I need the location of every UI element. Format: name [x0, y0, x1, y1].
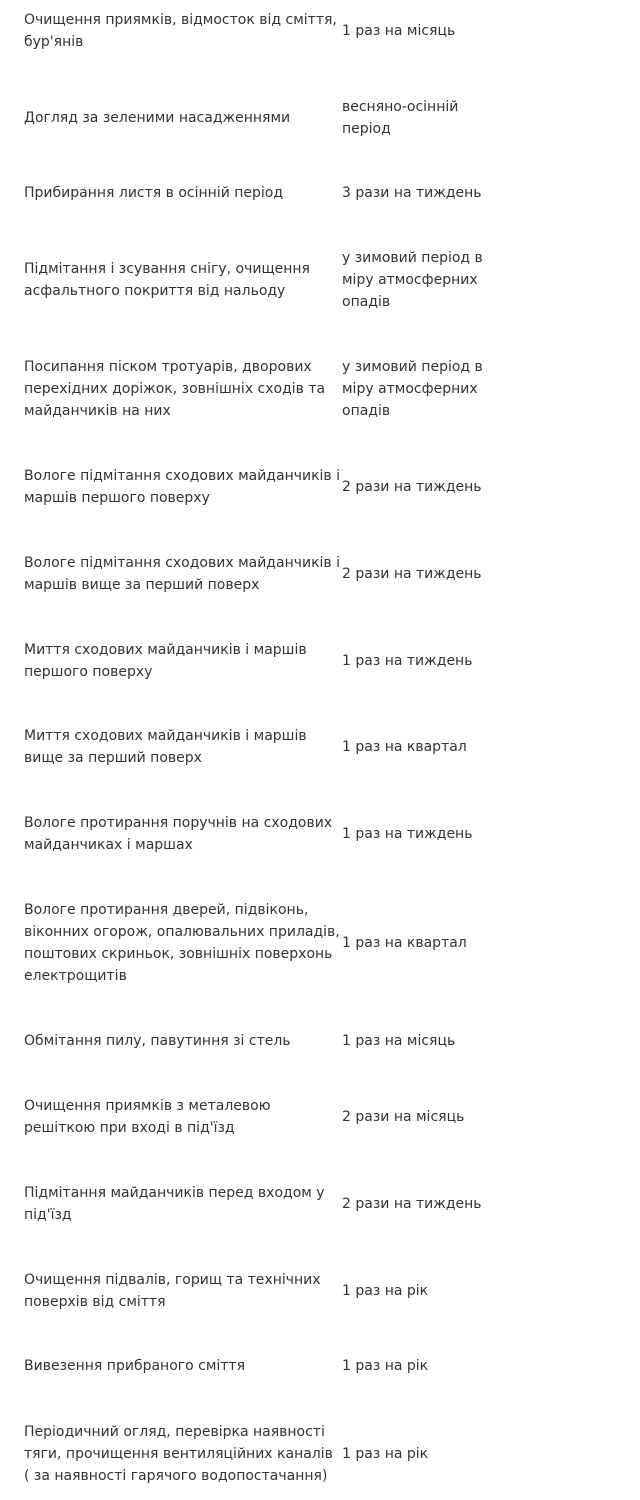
frequency-cell: 1 раз на рік [342, 1446, 429, 1462]
table-row [0, 1030, 640, 1052]
task-cell: Підмітання майданчиків перед входом у під'їзд [24, 1185, 325, 1223]
frequency-cell: 1 раз на місяць [342, 23, 456, 39]
frequency-cell: 2 рази на місяць [342, 1109, 465, 1125]
table-row [0, 1421, 640, 1487]
table-row [0, 812, 640, 856]
task-cell: Догляд за зеленими насадженнями [24, 110, 291, 126]
task-cell: Прибирання листя в осінній період [24, 185, 284, 201]
frequency-cell: 2 рази на тиждень [342, 1196, 482, 1212]
table-row [0, 356, 640, 422]
table-row [0, 247, 640, 313]
table-row [0, 552, 640, 596]
table-row [0, 9, 640, 53]
table-row [0, 725, 640, 769]
frequency-cell: у зимовий період в міру атмосферних опадів [342, 250, 483, 310]
table-row [0, 1182, 640, 1226]
frequency-cell: 2 рази на тиждень [342, 479, 482, 495]
task-cell: Вологе підмітання сходових майданчиків і маршів вище за перший поверх [24, 555, 341, 593]
frequency-cell: 2 рази на тиждень [342, 566, 482, 582]
task-cell: Посипання піском тротуарів, дворових перехідних доріжок, зовнішніх сходів та майданчиків на них [24, 359, 326, 419]
table-row [0, 1269, 640, 1313]
task-cell: Вологе протирання дверей, підвіконь, віконних огорож, опалювальних приладів, поштових скриньок, зовнішніх поверхонь електрощитів [24, 902, 340, 984]
table-row [0, 96, 640, 140]
frequency-cell: 1 раз на тиждень [342, 826, 473, 842]
task-cell: Обмітання пилу, павутиння зі стель [24, 1033, 291, 1049]
frequency-cell: весняно-осінній період [342, 99, 459, 137]
frequency-cell: 3 рази на тиждень [342, 185, 482, 201]
frequency-cell: 1 раз на рік [342, 1283, 429, 1299]
task-cell: Періодичний огляд, перевірка наявності тяги, прочищення вентиляційних каналів ( за наявності гарячого водопостачання) [24, 1424, 333, 1484]
frequency-cell: 1 раз на квартал [342, 935, 467, 951]
table-row [0, 1095, 640, 1139]
table-row [0, 465, 640, 509]
task-cell: Вологе протирання поручнів на сходових майданчиках і маршах [24, 815, 333, 853]
task-cell: Очищення підвалів, горищ та технічних поверхів від сміття [24, 1272, 321, 1310]
table-row [0, 182, 640, 204]
task-cell: Миття сходових майданчиків і маршів першого поверху [24, 642, 307, 680]
task-cell: Вологе підмітання сходових майданчиків і маршів першого поверху [24, 468, 341, 506]
task-cell: Миття сходових майданчиків і маршів вище за перший поверх [24, 728, 307, 766]
task-cell: Вивезення прибраного сміття [24, 1358, 246, 1374]
frequency-cell: у зимовий період в міру атмосферних опадів [342, 359, 483, 419]
task-cell: Очищення приямків, відмосток від сміття, бур'янів [24, 12, 337, 50]
frequency-cell: 1 раз на рік [342, 1358, 429, 1374]
frequency-cell: 1 раз на тиждень [342, 653, 473, 669]
task-cell: Очищення приямків з металевою решіткою при вході в під'їзд [24, 1098, 271, 1136]
table-row [0, 899, 640, 987]
frequency-cell: 1 раз на місяць [342, 1033, 456, 1049]
frequency-cell: 1 раз на квартал [342, 739, 467, 755]
task-cell: Підмітання і зсування снігу, очищення асфальтного покриття від нальоду [24, 261, 310, 299]
table-row [0, 639, 640, 683]
table-row [0, 1355, 640, 1377]
